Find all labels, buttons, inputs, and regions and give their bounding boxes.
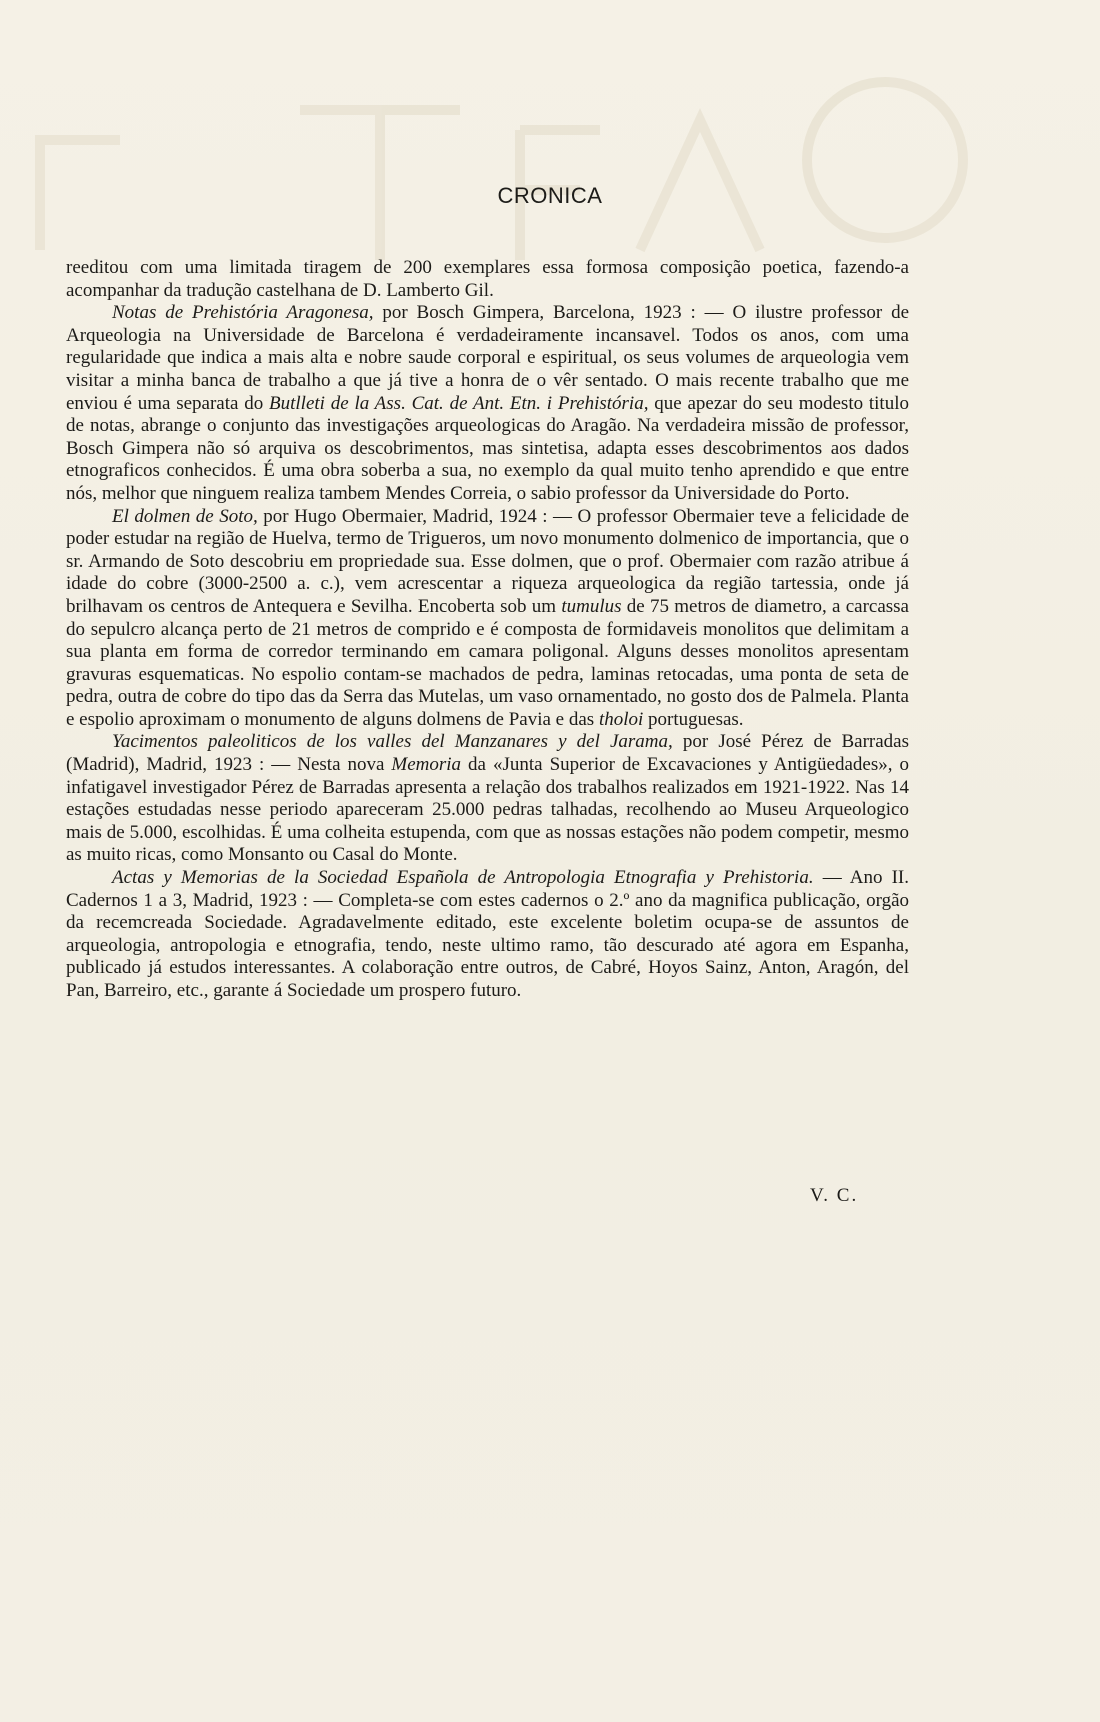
italic-title-run: El dolmen de Soto, xyxy=(112,505,258,527)
italic-title-run: Memoria xyxy=(391,754,462,776)
text-run: por Bosch Gimpera, Barcelona, 1923 : — O ilustre professor de Arqueologia na Universidade de Barcelona é verdadeiramente incansavel. Todos os anos, com uma regularidade que indica a mais alta e nobre saude corporal e espiritual, os seus volumes de arqueologia vem visitar a minha banca de trabalho a que já tive a honra de o vêr sentado. O mais recente trabalho que me enviou é uma separata do xyxy=(66,302,909,414)
text-run: da «Junta Superior de Excavaciones y Antigüedades», o infatigavel investigador Pérez de Barradas apresenta a relação dos trabalhos realizados em 1921-1922. Nas 14 estações estudadas nesse periodo apareceram 25.000 pedras talhadas, recolhendo ao Museu Arqueologico mais de 5.000, escolhidas. É uma colheita estupenda, com que as nossas estações não podem competir, mesmo as muito ricas, como Monsanto ou Casal do Monte. xyxy=(66,754,909,866)
text-run: portuguesas. xyxy=(643,708,744,730)
text-run: — Ano II. Cadernos 1 a 3, Madrid, 1923 : — Completa-se com estes cadernos o 2.º ano da magnifica publicação, orgão da recemcreada Sociedade. Agradavelmente editado, este excelente boletim ocupa-se de assuntos de arqueologia, antropologia e etnografia, tendo, neste ultimo ramo, tão descurado até agora em Espanha, publicado já estudos interessantes. A colaboração entre outros, de Cabré, Hoyos Sainz, Anton, Aragón, del Pan, Barreiro, etc., garante á Sociedade um prospero futuro. xyxy=(66,867,909,1001)
paragraph xyxy=(66,302,909,505)
italic-title-run: tholoi xyxy=(598,708,644,730)
text-run: por José Pérez de Barradas (Madrid), Madrid, 1923 : — Nesta nova xyxy=(66,731,909,776)
text-run: que apezar do seu modesto titulo de notas, abrange o conjunto das investigações arqueologicas do Aragão. Na verdadeira missão de professor, Bosch Gimpera não só arquiva os descobrimentos, mas sintetisa, adapta esses descobrimentos aos dados etnograficos conhecidos. É uma obra soberba a sua, no exemplo da qual muito tenho aprendido e que entre nós, melhor que ninguem realiza tambem Mendes Correia, o sabio professor da Universidade do Porto. xyxy=(66,392,909,504)
italic-title-run: Notas de Prehistória Aragonesa, xyxy=(112,302,374,324)
signature: V. C. xyxy=(810,1185,859,1206)
paragraph xyxy=(66,731,909,867)
italic-title-run: Yacimentos paleoliticos de los valles del Manzanares y del Jarama, xyxy=(112,731,673,753)
paragraph xyxy=(66,506,909,732)
italic-title-run: tumulus xyxy=(561,595,622,617)
text-run: reeditou com uma limitada tiragem de 200 exemplares essa formosa composição poetica, fazendo-a acompanhar da tradução castelhana de D. Lamberto Gil. xyxy=(66,257,909,301)
page-title: CRONICA xyxy=(497,183,603,208)
body-text xyxy=(66,257,909,1003)
paragraph xyxy=(66,257,909,302)
paragraph xyxy=(66,867,909,1003)
text-run: de 75 metros de diametro, a carcassa do sepulcro alcança perto de 21 metros de comprido e é composta de formidaveis monolitos que delimitam a sua planta em forma de corredor terminando em camara poligonal. Alguns desses monolitos apresentam gravuras esquematicas. No espolio contam-se machados de pedra, laminas retocadas, uma ponta de seta de pedra, outra de cobre do tipo das da Serra das Mutelas, um vaso ornamentado, no gosto dos de Palmela. Planta e espolio aproximam o monumento de alguns dolmens de Pavia e das xyxy=(66,595,909,730)
italic-title-run: Actas y Memorias de la Sociedad Española de Antropologia Etnografia y Prehistoria. xyxy=(112,867,814,889)
text-run: por Hugo Obermaier, Madrid, 1924 : — O professor Obermaier teve a felicidade de poder estudar na região de Huelva, termo de Trigueros, um novo monumento dolmenico de importancia, que o sr. Armando de Soto descobriu em propriedade sua. Esse dolmen, que o prof. Obermaier com razão atribue á idade do cobre (3000-2500 a. c.), vem acrescentar a riqueza arqueologica da região tartessia, onde já brilhavam os centros de Antequera e Sevilha. Encoberta sob um xyxy=(66,505,910,617)
italic-title-run: Butlleti de la Ass. Cat. de Ant. Etn. i Prehistória, xyxy=(269,392,649,414)
